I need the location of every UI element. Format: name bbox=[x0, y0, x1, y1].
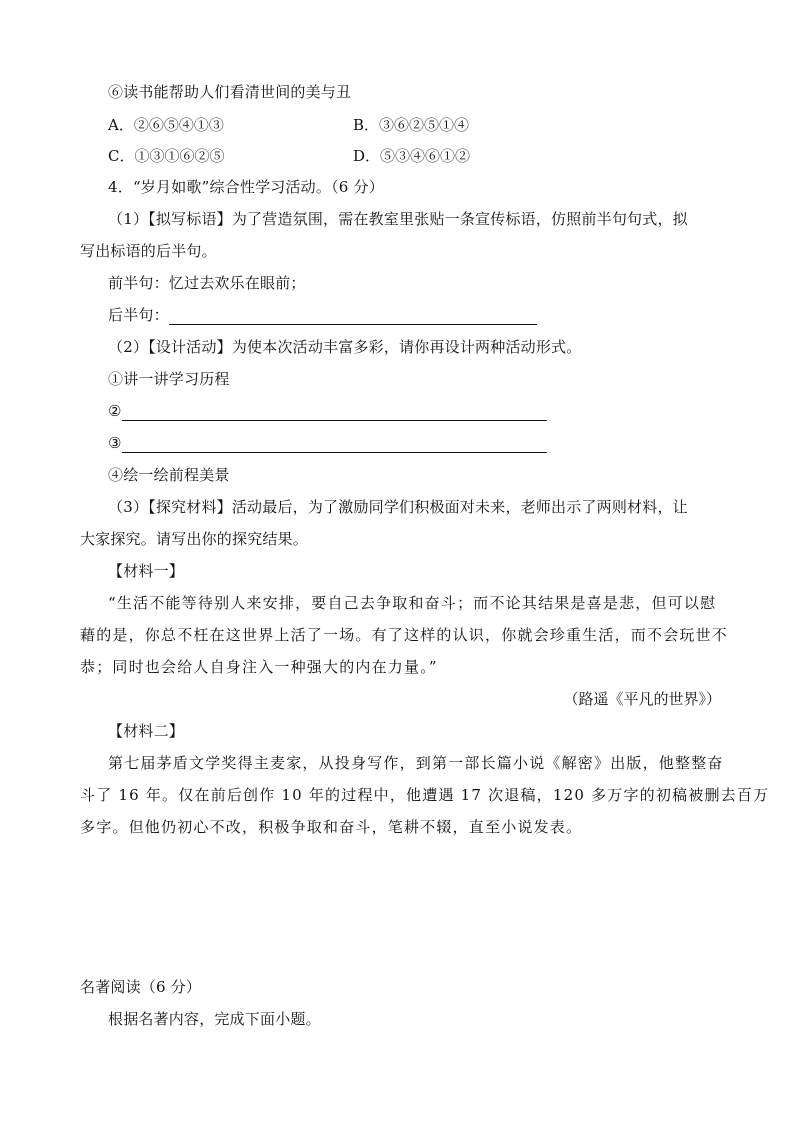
option-letter: A． bbox=[108, 116, 134, 134]
activity-2-answer-blank[interactable] bbox=[122, 404, 547, 421]
material-2-line: 第七届茅盾文学奖得主麦家，从投身写作，到第一部长篇小说《解密》出版，他整整奋 bbox=[108, 754, 724, 772]
back-half-answer-blank[interactable] bbox=[169, 308, 537, 325]
option-b bbox=[353, 115, 469, 135]
material-1-source: （路遥《平凡的世界》） bbox=[563, 690, 721, 708]
material-1-title: 【材料一】 bbox=[108, 562, 185, 580]
question-title: 4．“岁月如歌”综合性学习活动。（6 分） bbox=[108, 178, 384, 196]
option-letter: D． bbox=[353, 147, 381, 165]
activity-1: ①讲一讲学习历程 bbox=[108, 370, 230, 388]
material-2-line: 多字。但他仍初心不改，积极争取和奋斗，笔耕不辍，直至小说发表。 bbox=[80, 818, 583, 836]
activity-3-row bbox=[108, 433, 547, 453]
material-1-line: 藉的是，你总不枉在这世界上活了一场。有了这样的认识，你就会珍重生活，而不会玩世不 bbox=[80, 626, 729, 644]
part2-prompt: （2）【设计活动】为使本次活动丰富多彩，请你再设计两种活动形式。 bbox=[108, 338, 582, 356]
material-1-line: “生活不能等待别人来安排，要自己去争取和奋斗；而不论其结果是喜是悲，但可以慰 bbox=[108, 594, 717, 612]
material-2-title: 【材料二】 bbox=[108, 722, 185, 740]
activity-2-row bbox=[108, 401, 547, 421]
option-letter: B． bbox=[353, 116, 380, 134]
activity-2-label: ② bbox=[108, 402, 122, 420]
option-d bbox=[353, 146, 470, 166]
statement-6: ⑥读书能帮助人们看清世间的美与丑 bbox=[108, 83, 352, 101]
part3-prompt-line1: （3）【探究材料】活动最后，为了激励同学们积极面对未来，老师出示了两则材料，让 bbox=[108, 498, 688, 516]
option-a bbox=[108, 115, 224, 135]
material-1-line: 恭；同时也会给人自身注入一种强大的内在力量。” bbox=[80, 658, 438, 676]
activity-3-label: ③ bbox=[108, 434, 122, 452]
part1-prompt-line1: （1）【拟写标语】为了营造氛围，需在教室里张贴一条宣传标语，仿照前半句句式，拟 bbox=[108, 210, 688, 228]
activity-4: ④绘一绘前程美景 bbox=[108, 466, 230, 484]
section-title: 名著阅读（6 分） bbox=[80, 978, 202, 996]
option-value: ⑤③④⑥①② bbox=[380, 147, 471, 165]
back-half-row bbox=[108, 305, 537, 325]
part1-prompt-line2: 写出标语的后半句。 bbox=[80, 242, 217, 260]
section-instruction: 根据名著内容，完成下面小题。 bbox=[108, 1010, 321, 1028]
option-value: ①③①⑥②⑤ bbox=[134, 147, 225, 165]
option-value: ②⑥⑤④①③ bbox=[133, 116, 224, 134]
part3-prompt-line2: 大家探究。请写出你的探究结果。 bbox=[80, 530, 309, 548]
activity-3-answer-blank[interactable] bbox=[122, 436, 547, 453]
back-half-label: 后半句： bbox=[108, 306, 169, 324]
option-c bbox=[108, 146, 225, 166]
material-2-line: 斗了 16 年。仅在前后创作 10 年的过程中，他遭遇 17 次退稿，120 多万字的初稿被删去百万 bbox=[80, 786, 770, 804]
option-letter: C． bbox=[108, 147, 135, 165]
option-value: ③⑥②⑤①④ bbox=[379, 116, 470, 134]
front-half-sentence: 前半句：忆过去欢乐在眼前； bbox=[108, 274, 306, 292]
